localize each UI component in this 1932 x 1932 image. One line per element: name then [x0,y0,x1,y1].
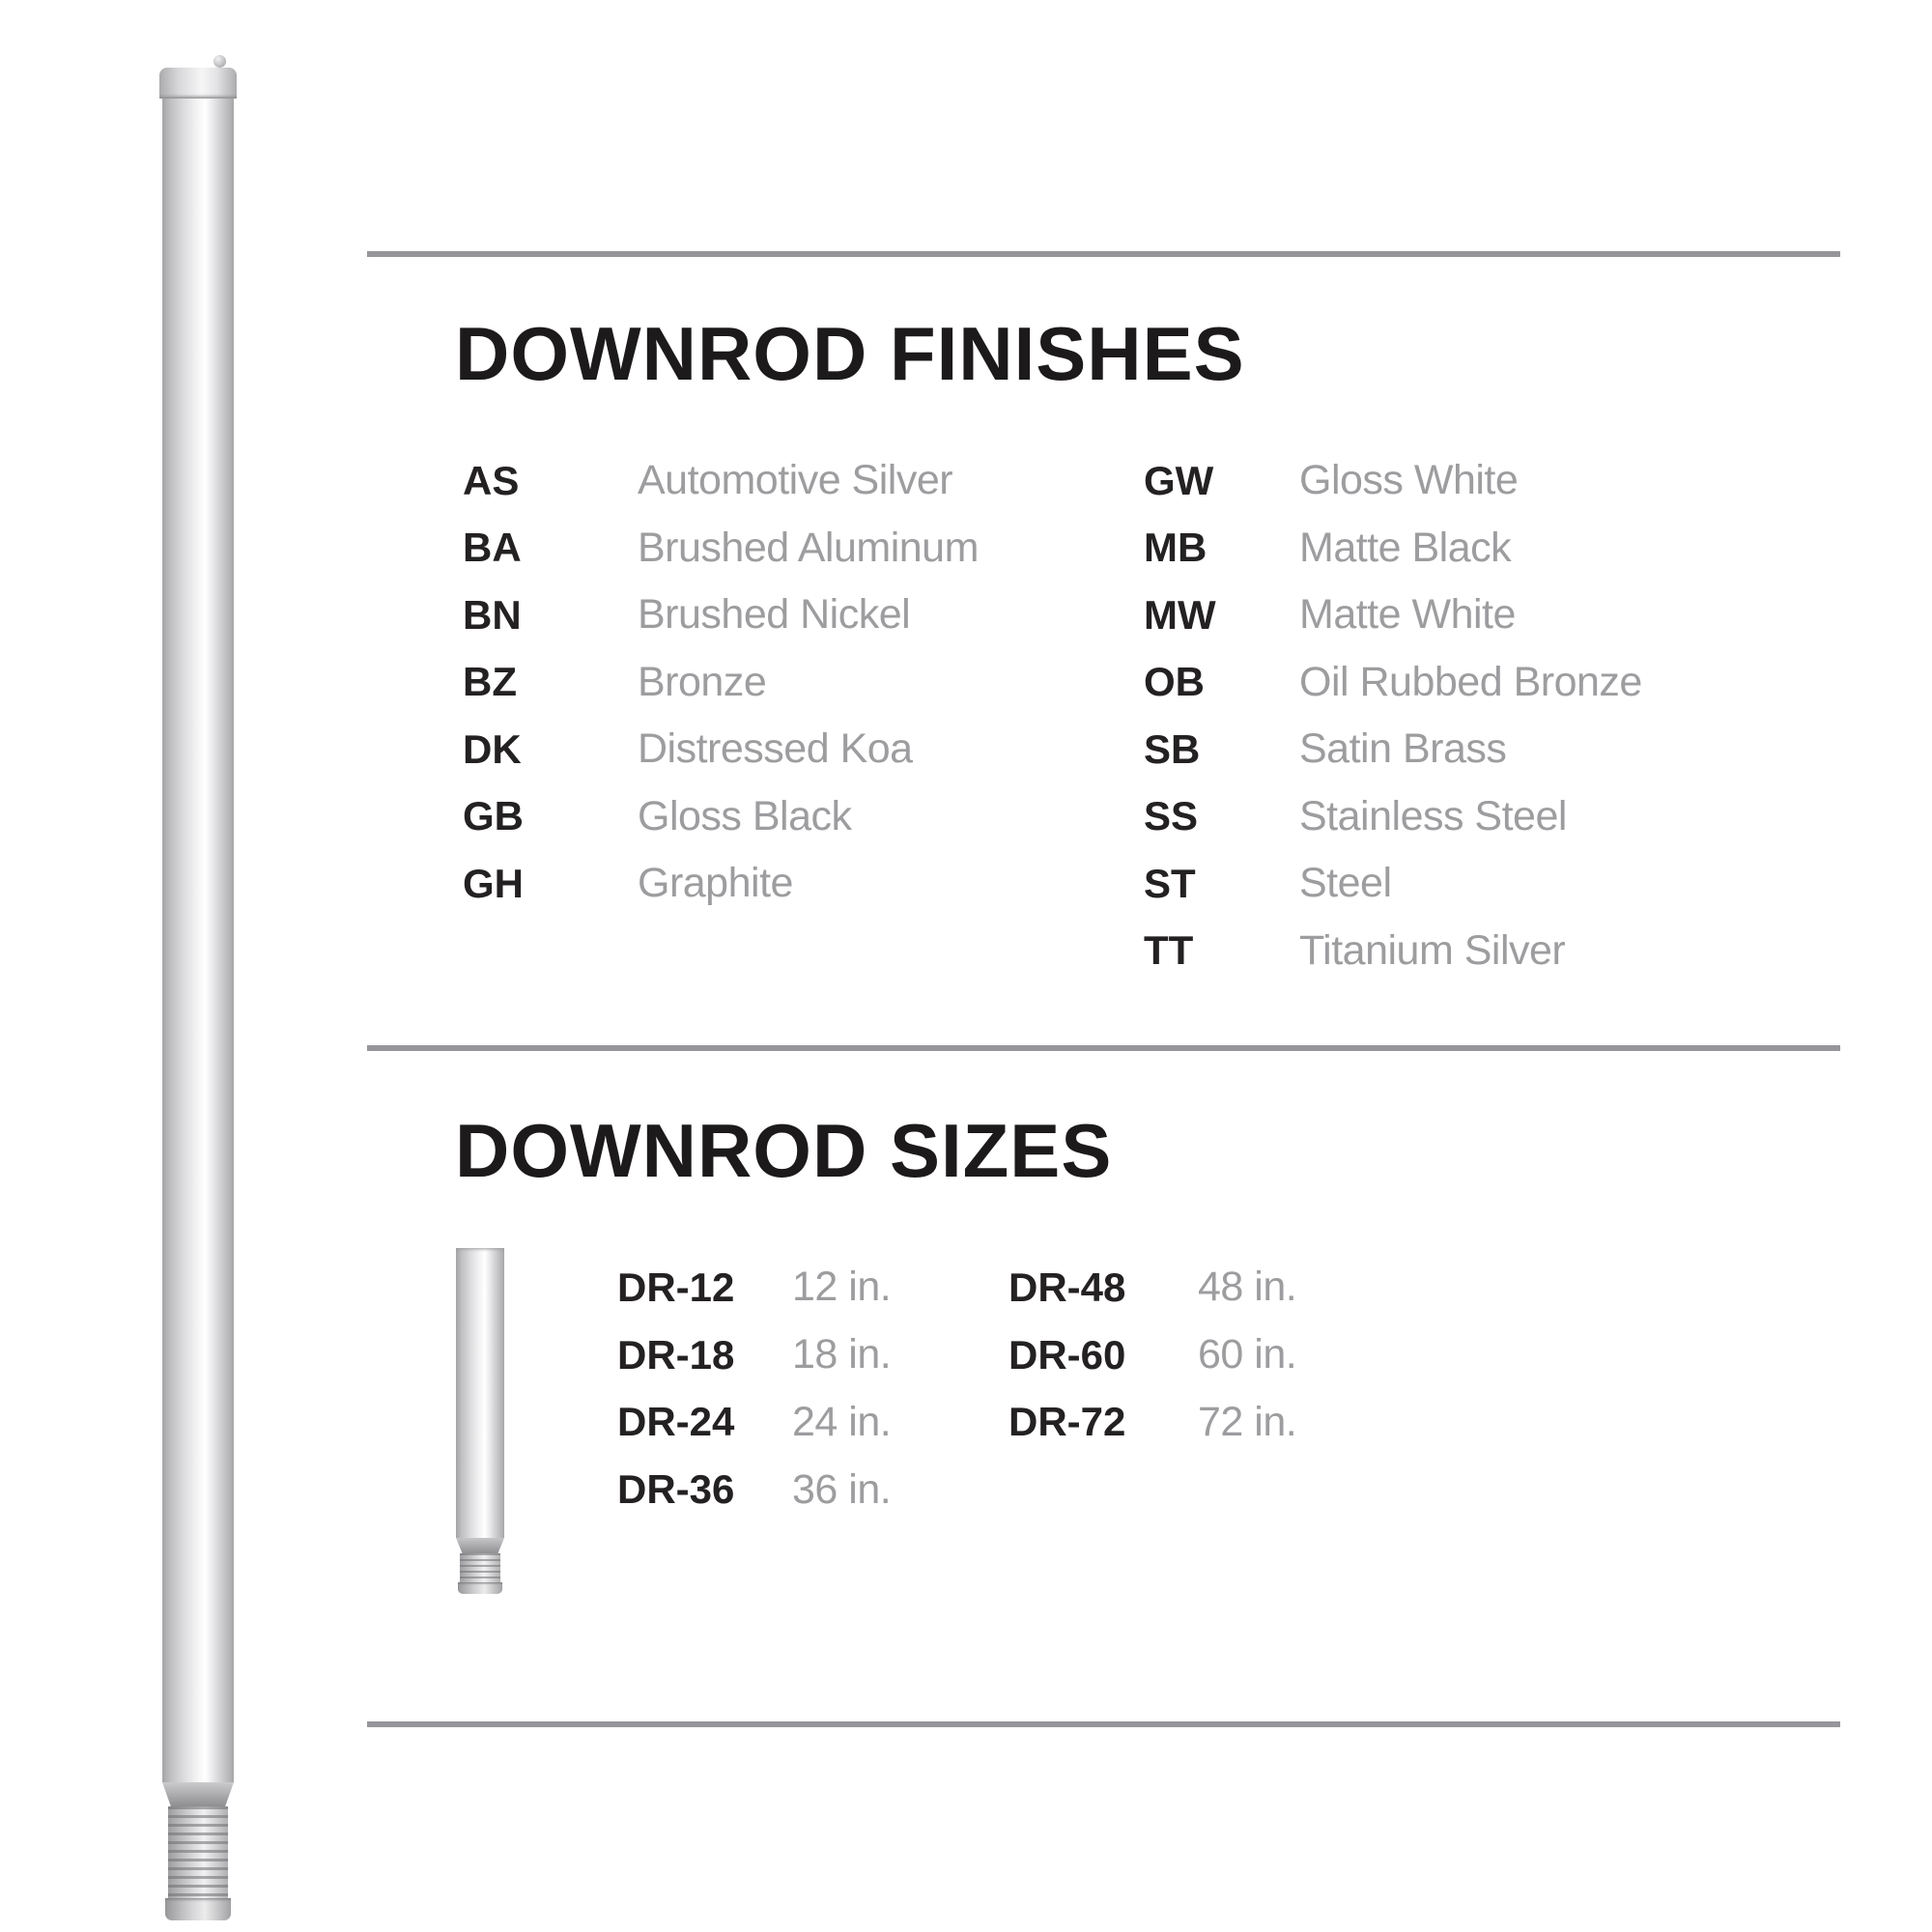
size-code: DR-72 [1009,1399,1126,1445]
size-value: 24 in. [792,1398,892,1445]
finishes-column-2 [1144,447,1642,984]
finish-label: Bronze [638,658,767,705]
finish-code: BA [463,525,522,571]
size-code: DR-48 [1009,1264,1126,1310]
size-value: 36 in. [792,1465,892,1513]
size-value: 72 in. [1198,1398,1297,1445]
size-code: DR-18 [617,1331,735,1378]
downrod-tip [165,1898,231,1920]
finish-code: BN [463,591,522,638]
size-value: 48 in. [1198,1264,1297,1311]
finish-label: Brushed Nickel [638,591,911,639]
finish-label: Gloss Black [638,792,852,839]
finish-label: Graphite [638,860,793,907]
downrod-size-thumbnail-image [456,1248,504,1594]
finish-label: Matte White [1299,591,1516,639]
finish-label: Gloss White [1299,457,1519,504]
sizes-column-2 [1009,1254,1296,1456]
finishes-column-1 [463,447,979,918]
finish-code: MB [1144,525,1208,571]
downrod-shaft [162,99,234,1782]
finish-code: OB [1144,659,1205,705]
finish-code: GW [1144,457,1214,503]
finish-code: TT [1144,927,1194,974]
downrod-threaded-end [168,1806,228,1898]
sizes-section-title: DOWNROD SIZES [455,1108,1113,1193]
downrod-shaft [456,1248,504,1538]
finish-label: Brushed Aluminum [638,524,979,571]
downrod-tip [458,1582,502,1594]
size-code: DR-60 [1009,1331,1126,1378]
finish-label: Automotive Silver [638,457,953,504]
finish-label: Distressed Koa [638,725,913,773]
finish-code: GH [463,860,524,906]
finish-label: Matte Black [1299,524,1512,571]
downrod-top-cap [159,68,237,99]
finish-code: MW [1144,591,1216,638]
size-code: DR-12 [617,1264,735,1310]
downrod-top-ball-icon [213,55,226,68]
downrod-product-image [162,68,234,1920]
downrod-threaded-end [460,1553,500,1582]
divider-middle [367,1045,1840,1051]
size-value: 18 in. [792,1331,892,1378]
finish-label: Oil Rubbed Bronze [1299,658,1642,705]
finish-code: SB [1144,725,1201,772]
finishes-section-title: DOWNROD FINISHES [455,311,1245,396]
finish-label: Steel [1299,860,1392,907]
size-value: 60 in. [1198,1331,1297,1378]
finish-code: AS [463,457,520,503]
size-code: DR-36 [617,1466,735,1513]
downrod-collar [162,1782,234,1806]
divider-bottom [367,1721,1840,1727]
downrod-collar [456,1538,504,1553]
finish-label: Stainless Steel [1299,792,1567,839]
finish-label: Satin Brass [1299,725,1507,773]
finish-code: BZ [463,659,517,705]
finish-code: SS [1144,793,1199,839]
size-value: 12 in. [792,1264,892,1311]
finish-code: GB [463,793,524,839]
finish-label: Titanium Silver [1299,926,1566,974]
size-code: DR-24 [617,1399,735,1445]
sizes-column-1 [617,1254,891,1523]
finish-code: DK [463,725,522,772]
finish-code: ST [1144,860,1196,906]
divider-top [367,251,1840,257]
